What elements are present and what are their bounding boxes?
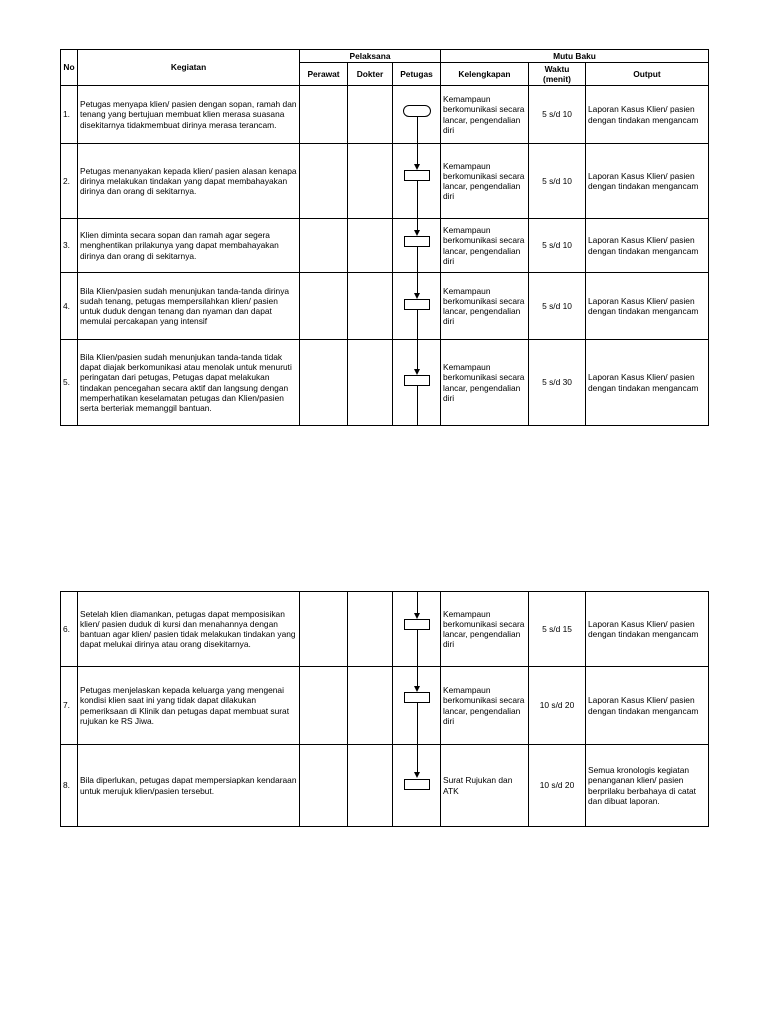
row-kegiatan: Petugas menyapa klien/ pasien dengan sopan, ramah dan tenang yang bertujuan membuat klien merasa suasana disekitarnya tidakmembuat dirinya merasa terancam. bbox=[78, 86, 300, 144]
row-kegiatan: Klien diminta secara sopan dan ramah agar segera menghentikan prilakunya yang dapat membahayakan dirinya dan orang di sekitarnya. bbox=[78, 219, 300, 273]
row-no: 8. bbox=[61, 745, 78, 827]
cell-dokter bbox=[348, 745, 393, 827]
cell-dokter bbox=[348, 144, 393, 219]
cell-perawat bbox=[300, 745, 348, 827]
flowchart-process-box bbox=[404, 170, 430, 181]
row-kelengkapan: Surat Rujukan dan ATK bbox=[441, 745, 529, 827]
cell-dokter bbox=[348, 592, 393, 667]
cell-perawat bbox=[300, 340, 348, 426]
row-kegiatan: Setelah klien diamankan, petugas dapat memposisikan klien/ pasien duduk di kursi dan menahannya dengan bantuan agar klien/ pasien tidak melakukan tindakan yang dapat melukai dirinya atau orang disekitarnya. bbox=[78, 592, 300, 667]
cell-petugas-flow bbox=[393, 144, 441, 219]
cell-dokter bbox=[348, 340, 393, 426]
row-output: Semua kronologis kegiatan penanganan klien/ pasien berprilaku berbahaya di catat dan dibuat laporan. bbox=[586, 745, 709, 827]
row-waktu: 5 s/d 10 bbox=[529, 144, 586, 219]
cell-dokter bbox=[348, 273, 393, 340]
row-kelengkapan: Kemampaun berkomunikasi secara lancar, pengendalian diri bbox=[441, 144, 529, 219]
row-kegiatan: Bila diperlukan, petugas dapat mempersiapkan kendaraan untuk merujuk klien/pasien tersebut. bbox=[78, 745, 300, 827]
row-output: Laporan Kasus Klien/ pasien dengan tindakan mengancam bbox=[586, 219, 709, 273]
row-waktu: 5 s/d 10 bbox=[529, 273, 586, 340]
flowchart-process-box bbox=[404, 779, 430, 790]
row-kegiatan: Petugas menanyakan kepada klien/ pasien alasan kenapa dirinya melakukan tindakan yang dapat membahayakan dirinya dan orang di sekitarnya. bbox=[78, 144, 300, 219]
table-row bbox=[61, 592, 709, 667]
header-perawat: Perawat bbox=[300, 63, 348, 86]
row-no: 3. bbox=[61, 219, 78, 273]
cell-dokter bbox=[348, 667, 393, 745]
row-output: Laporan Kasus Klien/ pasien dengan tindakan mengancam bbox=[586, 144, 709, 219]
flow-line bbox=[417, 273, 418, 294]
flow-line bbox=[417, 592, 418, 614]
flow-line bbox=[417, 310, 418, 339]
table-row bbox=[61, 219, 709, 273]
flowchart-terminator bbox=[403, 105, 431, 117]
flow-line bbox=[417, 630, 418, 666]
table-row bbox=[61, 273, 709, 340]
row-waktu: 5 s/d 15 bbox=[529, 592, 586, 667]
flow-line bbox=[417, 247, 418, 272]
flow-arrow-icon bbox=[414, 772, 420, 778]
row-output: Laporan Kasus Klien/ pasien dengan tindakan mengancam bbox=[586, 592, 709, 667]
flow-line bbox=[417, 340, 418, 370]
cell-petugas-flow bbox=[393, 340, 441, 426]
flowchart-process-box bbox=[404, 236, 430, 247]
cell-perawat bbox=[300, 144, 348, 219]
sop-table-part-1 bbox=[60, 49, 709, 426]
row-output: Laporan Kasus Klien/ pasien dengan tindakan mengancam bbox=[586, 273, 709, 340]
row-waktu: 10 s/d 20 bbox=[529, 667, 586, 745]
flow-line bbox=[417, 144, 418, 165]
flow-line bbox=[417, 745, 418, 773]
row-no: 7. bbox=[61, 667, 78, 745]
cell-perawat bbox=[300, 86, 348, 144]
cell-dokter bbox=[348, 219, 393, 273]
row-kelengkapan: Kemampaun berkomunikasi secara lancar, pengendalian diri bbox=[441, 667, 529, 745]
header-waktu: Waktu (menit) bbox=[529, 63, 586, 86]
table-row bbox=[61, 745, 709, 827]
header-kegiatan: Kegiatan bbox=[78, 50, 300, 86]
row-output: Laporan Kasus Klien/ pasien dengan tindakan mengancam bbox=[586, 86, 709, 144]
flowchart-process-box bbox=[404, 619, 430, 630]
cell-petugas-flow bbox=[393, 86, 441, 144]
row-kegiatan: Bila Klien/pasien sudah menunjukan tanda-tanda dirinya sudah tenang, petugas mempersilahkan klien/ pasien untuk duduk dengan tenang dan nyaman dan dapat memulai percakapan yang intensif bbox=[78, 273, 300, 340]
cell-petugas-flow bbox=[393, 592, 441, 667]
flow-line bbox=[417, 117, 418, 143]
row-kelengkapan: Kemampaun berkomunikasi secara lancar, pengendalian diri bbox=[441, 219, 529, 273]
table-row bbox=[61, 144, 709, 219]
sop-table-part-2 bbox=[60, 591, 709, 827]
row-no: 6. bbox=[61, 592, 78, 667]
flow-line bbox=[417, 181, 418, 218]
flow-line bbox=[417, 667, 418, 687]
table-row bbox=[61, 667, 709, 745]
header-output: Output bbox=[586, 63, 709, 86]
row-waktu: 5 s/d 30 bbox=[529, 340, 586, 426]
flow-line bbox=[417, 703, 418, 744]
cell-perawat bbox=[300, 592, 348, 667]
header-petugas: Petugas bbox=[393, 63, 441, 86]
cell-petugas-flow bbox=[393, 219, 441, 273]
row-output: Laporan Kasus Klien/ pasien dengan tindakan mengancam bbox=[586, 667, 709, 745]
cell-dokter bbox=[348, 86, 393, 144]
header-dokter: Dokter bbox=[348, 63, 393, 86]
row-kelengkapan: Kemampaun berkomunikasi secara lancar, pengendalian diri bbox=[441, 273, 529, 340]
row-no: 4. bbox=[61, 273, 78, 340]
cell-petugas-flow bbox=[393, 745, 441, 827]
row-no: 2. bbox=[61, 144, 78, 219]
header-kelengkapan: Kelengkapan bbox=[441, 63, 529, 86]
header-mutu-baku: Mutu Baku bbox=[441, 50, 709, 63]
header-no: No bbox=[61, 50, 78, 86]
row-kegiatan: Bila Klien/pasien sudah menunjukan tanda-tanda tidak dapat diajak berkomunikasi atau menolak untuk menuruti peringatan dari petugas, Petugas dapat melakukan tindakan pencegahan secara aktif dan langsung dengan memperhatikan keselamatan petugas dan Klien/pasien serta berteriak memanggil bantuan. bbox=[78, 340, 300, 426]
header-pelaksana: Pelaksana bbox=[300, 50, 441, 63]
row-kegiatan: Petugas menjelaskan kepada keluarga yang mengenai kondisi klien saat ini yang tidak dapat dilakukan pemeriksaan di Klinik dan petugas dapat membuat surat rujukan ke RS Jiwa. bbox=[78, 667, 300, 745]
flowchart-process-box bbox=[404, 299, 430, 310]
row-kelengkapan: Kemampaun berkomunikasi secara lancar, pengendalian diri bbox=[441, 86, 529, 144]
row-waktu: 5 s/d 10 bbox=[529, 219, 586, 273]
row-kelengkapan: Kemampaun berkomunikasi secara lancar, pengendalian diri bbox=[441, 592, 529, 667]
cell-perawat bbox=[300, 219, 348, 273]
row-waktu: 10 s/d 20 bbox=[529, 745, 586, 827]
table-row bbox=[61, 340, 709, 426]
flowchart-process-box bbox=[404, 692, 430, 703]
row-kelengkapan: Kemampaun berkomunikasi secara lancar, pengendalian diri bbox=[441, 340, 529, 426]
flowchart-process-box bbox=[404, 375, 430, 386]
row-no: 1. bbox=[61, 86, 78, 144]
cell-perawat bbox=[300, 273, 348, 340]
row-waktu: 5 s/d 10 bbox=[529, 86, 586, 144]
flow-line bbox=[417, 386, 418, 425]
row-no: 5. bbox=[61, 340, 78, 426]
cell-petugas-flow bbox=[393, 273, 441, 340]
table-row bbox=[61, 86, 709, 144]
cell-perawat bbox=[300, 667, 348, 745]
row-output: Laporan Kasus Klien/ pasien dengan tindakan mengancam bbox=[586, 340, 709, 426]
cell-petugas-flow bbox=[393, 667, 441, 745]
